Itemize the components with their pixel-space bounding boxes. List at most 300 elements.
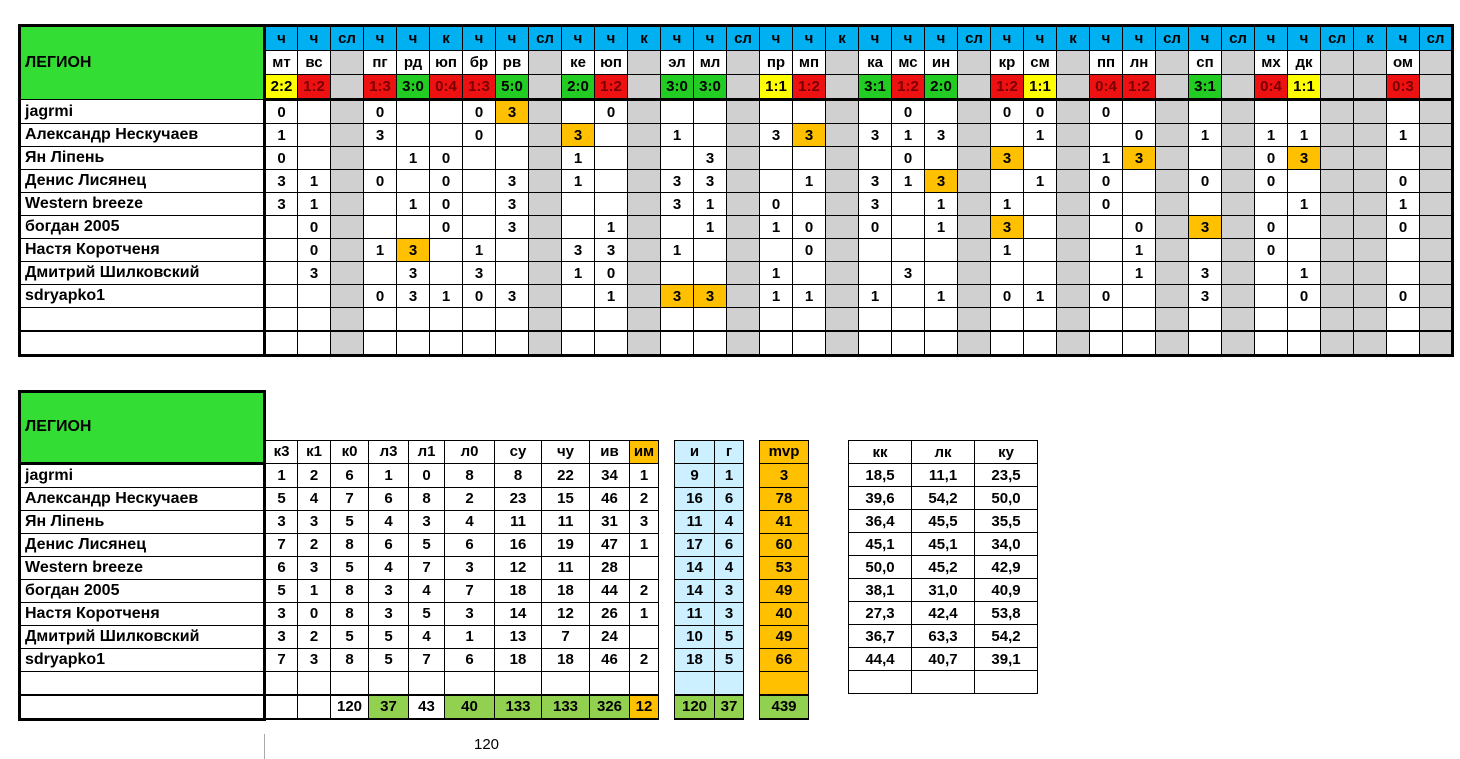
opponent-cell: пп [1090,51,1123,75]
result-cell [826,285,859,308]
result-cell [727,239,760,262]
result-cell [1222,124,1255,147]
score-cell: 1:3 [463,75,496,100]
result-cell [727,285,760,308]
result-cell [1255,262,1288,285]
table-row [849,510,1038,533]
result-cell: 3 [496,193,529,216]
result-cell [694,100,727,124]
empty-cell [793,331,826,356]
stat-cell: 8 [331,579,369,602]
opponent-cell: эл [661,51,694,75]
stat-cell: 18 [542,579,590,602]
result-cell [826,124,859,147]
result-cell [1057,262,1090,285]
stat-cell: 3 [369,602,409,625]
table-row [20,625,809,648]
result-cell [397,100,430,124]
result-cell [1354,285,1387,308]
match-type-cell: сл [1156,26,1189,51]
gap [744,602,760,625]
stat-cell: 6 [715,533,744,556]
result-cell [1024,239,1057,262]
gap [744,579,760,602]
result-cell [760,239,793,262]
score-cell [1057,75,1090,100]
empty-cell [1090,308,1123,332]
kk-cell: 23,5 [975,464,1038,487]
result-cell [628,170,661,193]
empty-cell [562,308,595,332]
column-header: к1 [298,440,331,463]
total-cell [298,695,331,720]
result-cell [661,262,694,285]
result-cell [991,124,1024,147]
result-cell: 1 [595,285,628,308]
mvp-cell: 66 [760,648,809,671]
result-cell [595,193,628,216]
result-cell [1222,100,1255,124]
result-cell [298,100,331,124]
kk-cell: 54,2 [975,625,1038,648]
result-cell [331,170,364,193]
result-cell [331,239,364,262]
stat-cell [630,556,659,579]
result-cell [529,170,562,193]
result-cell [1420,239,1453,262]
result-cell: 0 [463,285,496,308]
empty-cell [1354,331,1387,356]
result-cell: 3 [661,193,694,216]
result-cell [430,239,463,262]
empty-cell [542,671,590,695]
column-header: и [675,440,715,463]
column-header: чу [542,440,590,463]
player-name: богдан 2005 [20,216,265,239]
stat-cell: 16 [675,487,715,510]
result-cell [991,170,1024,193]
result-cell [463,193,496,216]
result-cell [1420,170,1453,193]
result-cell [628,285,661,308]
result-cell [1288,216,1321,239]
gridline [264,734,265,759]
result-cell [1255,193,1288,216]
result-cell [463,147,496,170]
result-cell [1354,216,1387,239]
kk-cell: 50,0 [975,487,1038,510]
player-name-empty [20,331,265,356]
stat-cell: 6 [331,463,369,487]
result-cell: 1 [892,124,925,147]
opponent-cell: бр [463,51,496,75]
stat-cell: 3 [715,579,744,602]
result-cell: 3 [397,262,430,285]
result-cell [529,262,562,285]
result-cell [1156,147,1189,170]
empty-cell [1024,331,1057,356]
kk-cell: 39,1 [975,648,1038,671]
result-cell: 0 [1090,170,1123,193]
kk-cell: 34,0 [975,533,1038,556]
result-cell [628,193,661,216]
kk-cell: 54,2 [912,487,975,510]
gap [659,533,675,556]
result-cell: 0 [430,216,463,239]
empty-cell [630,671,659,695]
match-type-cell: ч [1255,26,1288,51]
stat-cell: 2 [298,625,331,648]
result-cell [925,147,958,170]
total-cell: 37 [369,695,409,720]
result-cell [1222,216,1255,239]
opponent-cell [1222,51,1255,75]
table-row [20,510,809,533]
match-type-cell: ч [298,26,331,51]
empty-cell [595,331,628,356]
result-cell: 0 [265,147,298,170]
result-cell: 1 [1123,262,1156,285]
empty-cell [1255,308,1288,332]
result-cell [1189,147,1222,170]
result-cell: 0 [1387,216,1420,239]
result-cell [529,100,562,124]
empty-cell [495,671,542,695]
result-cell: 1 [694,193,727,216]
result-cell [661,147,694,170]
result-cell [628,100,661,124]
table-row [20,556,809,579]
result-cell [397,170,430,193]
result-cell [958,216,991,239]
result-cell [1222,262,1255,285]
result-cell [892,285,925,308]
opponent-cell: ин [925,51,958,75]
match-table [18,24,1454,357]
result-cell: 0 [1255,147,1288,170]
result-cell [331,285,364,308]
result-cell: 1 [1288,193,1321,216]
player-name: богдан 2005 [20,579,265,602]
match-type-cell: ч [562,26,595,51]
empty-cell [369,671,409,695]
result-cell [1288,239,1321,262]
result-cell [1321,170,1354,193]
opponent-cell [1420,51,1453,75]
result-cell [628,124,661,147]
spacer [265,392,809,441]
empty-cell [1387,308,1420,332]
match-type-cell: ч [496,26,529,51]
stat-cell: 8 [409,487,445,510]
score-cell [529,75,562,100]
empty-cell [1387,331,1420,356]
opponent-cell [1321,51,1354,75]
player-name: Александр Нескучаев [20,487,265,510]
gap [659,510,675,533]
stat-cell: 22 [542,463,590,487]
total-cell: 120 [675,695,715,720]
result-cell: 0 [298,216,331,239]
empty-cell [661,308,694,332]
stat-cell: 3 [298,556,331,579]
result-cell [1321,285,1354,308]
stat-cell: 4 [409,579,445,602]
table-row [20,487,809,510]
mvp-cell: 3 [760,463,809,487]
score-cell [628,75,661,100]
opponent-cell [628,51,661,75]
match-type-cell: сл [1321,26,1354,51]
result-cell: 0 [364,285,397,308]
player-name: Дмитрий Шилковский [20,625,265,648]
score-cell [1156,75,1189,100]
result-cell [496,147,529,170]
opponent-cell: ка [859,51,892,75]
empty-cell [925,308,958,332]
stats-table [18,390,809,721]
match-type-cell: ч [595,26,628,51]
result-cell [463,216,496,239]
result-cell [595,170,628,193]
stat-cell: 11 [495,510,542,533]
result-cell [793,193,826,216]
totals-row [20,695,809,720]
result-cell [265,216,298,239]
result-cell [529,285,562,308]
empty-cell [859,331,892,356]
empty-cell [529,331,562,356]
column-header: г [715,440,744,463]
stat-cell: 12 [495,556,542,579]
result-cell: 1 [1189,124,1222,147]
stat-cell: 9 [675,463,715,487]
stat-cell: 7 [409,648,445,671]
score-cell: 1:2 [1123,75,1156,100]
stat-cell: 2 [445,487,495,510]
player-name: sdryapko1 [20,648,265,671]
score-cell: 3:0 [694,75,727,100]
result-cell [1222,170,1255,193]
result-cell: 1 [793,285,826,308]
stat-cell: 3 [298,648,331,671]
result-cell: 1 [793,170,826,193]
result-cell: 0 [991,100,1024,124]
stat-cell: 18 [495,648,542,671]
result-cell [1090,216,1123,239]
result-cell [1024,262,1057,285]
result-cell [1156,285,1189,308]
result-cell [826,216,859,239]
result-cell: 1 [661,124,694,147]
opponent-cell [727,51,760,75]
result-cell: 3 [1189,262,1222,285]
result-cell: 1 [1090,147,1123,170]
result-cell [628,147,661,170]
table-row [849,625,1038,648]
result-cell: 3 [991,147,1024,170]
stat-cell: 34 [590,463,630,487]
stat-cell: 8 [331,602,369,625]
table-row [849,648,1038,671]
result-cell [892,193,925,216]
result-cell [793,100,826,124]
result-cell: 0 [1288,285,1321,308]
empty-cell [1354,308,1387,332]
stat-cell: 44 [590,579,630,602]
result-cell [1057,193,1090,216]
result-cell [529,216,562,239]
result-cell [793,262,826,285]
score-cell [958,75,991,100]
result-cell [1321,193,1354,216]
table-row [849,602,1038,625]
result-cell: 0 [595,262,628,285]
match-type-cell: ч [1123,26,1156,51]
result-cell [1222,239,1255,262]
result-cell [331,147,364,170]
result-cell [298,147,331,170]
result-cell: 1 [463,239,496,262]
result-cell [1288,100,1321,124]
result-cell [430,124,463,147]
opponent-cell: пг [364,51,397,75]
result-cell [529,239,562,262]
match-type-cell: ч [265,26,298,51]
stat-cell: 24 [590,625,630,648]
result-cell [430,100,463,124]
stat-cell: 11 [675,602,715,625]
result-cell: 1 [1024,124,1057,147]
match-type-cell: ч [694,26,727,51]
result-cell: 0 [364,170,397,193]
result-cell: 0 [1387,170,1420,193]
match-type-cell: ч [1189,26,1222,51]
result-cell [1057,285,1090,308]
empty-cell [849,671,912,694]
stat-cell: 4 [445,510,495,533]
gap [659,695,675,720]
result-cell: 0 [595,100,628,124]
result-cell [958,239,991,262]
kk-cell: 31,0 [912,579,975,602]
kk-cell: 40,7 [912,648,975,671]
result-cell: 1 [1123,239,1156,262]
score-cell [1420,75,1453,100]
score-cell: 1:2 [298,75,331,100]
stat-cell: 18 [495,579,542,602]
match-type-cell: ч [661,26,694,51]
result-cell [331,216,364,239]
score-cell: 1:2 [892,75,925,100]
result-cell: 3 [1288,147,1321,170]
stat-cell: 3 [445,556,495,579]
result-cell [562,100,595,124]
stat-cell: 5 [409,602,445,625]
stat-cell: 3 [369,579,409,602]
empty-cell [445,671,495,695]
empty-cell [397,308,430,332]
empty-cell [727,331,760,356]
match-type-cell: ч [793,26,826,51]
match-type-cell: сл [958,26,991,51]
score-cell: 3:1 [859,75,892,100]
kk-cell: 39,6 [849,487,912,510]
gap [659,440,675,463]
gap [744,671,760,695]
result-cell [1321,216,1354,239]
result-cell [364,147,397,170]
empty-cell [1189,308,1222,332]
empty-cell [463,331,496,356]
result-cell [1420,124,1453,147]
table-row [20,579,809,602]
result-cell: 3 [661,170,694,193]
stat-cell: 7 [331,487,369,510]
result-cell [1090,239,1123,262]
result-cell: 0 [265,100,298,124]
stat-cell: 6 [265,556,298,579]
stat-cell: 4 [409,625,445,648]
result-cell: 0 [364,100,397,124]
empty-cell [859,308,892,332]
result-cell [661,100,694,124]
result-cell [1387,262,1420,285]
column-header: л1 [409,440,445,463]
opponent-cell: юп [430,51,463,75]
result-cell [463,170,496,193]
opponent-cell [529,51,562,75]
player-name: jagrmi [20,463,265,487]
result-cell [364,216,397,239]
result-cell: 3 [463,262,496,285]
gap [744,463,760,487]
result-cell [1420,147,1453,170]
result-cell [892,216,925,239]
mvp-cell: 60 [760,533,809,556]
empty-cell [298,671,331,695]
gap [659,625,675,648]
stat-cell: 2 [630,579,659,602]
stat-cell: 8 [445,463,495,487]
result-cell: 1 [562,147,595,170]
empty-cell [1420,308,1453,332]
stat-cell: 3 [630,510,659,533]
empty-cell [1222,308,1255,332]
total-cell: 120 [331,695,369,720]
empty-cell [892,308,925,332]
stat-cell: 7 [409,556,445,579]
result-cell [694,239,727,262]
result-cell [1156,216,1189,239]
score-cell: 3:0 [397,75,430,100]
mvp-cell: 78 [760,487,809,510]
stat-cell: 2 [630,487,659,510]
result-cell [958,124,991,147]
result-cell [1189,239,1222,262]
gap [659,671,675,695]
result-cell [562,285,595,308]
empty-cell [1420,331,1453,356]
empty-cell [331,671,369,695]
result-cell: 0 [892,147,925,170]
score-cell: 0:4 [1090,75,1123,100]
result-cell: 3 [991,216,1024,239]
result-cell [562,193,595,216]
result-cell [1189,193,1222,216]
player-name: Western breeze [20,556,265,579]
result-cell [397,216,430,239]
